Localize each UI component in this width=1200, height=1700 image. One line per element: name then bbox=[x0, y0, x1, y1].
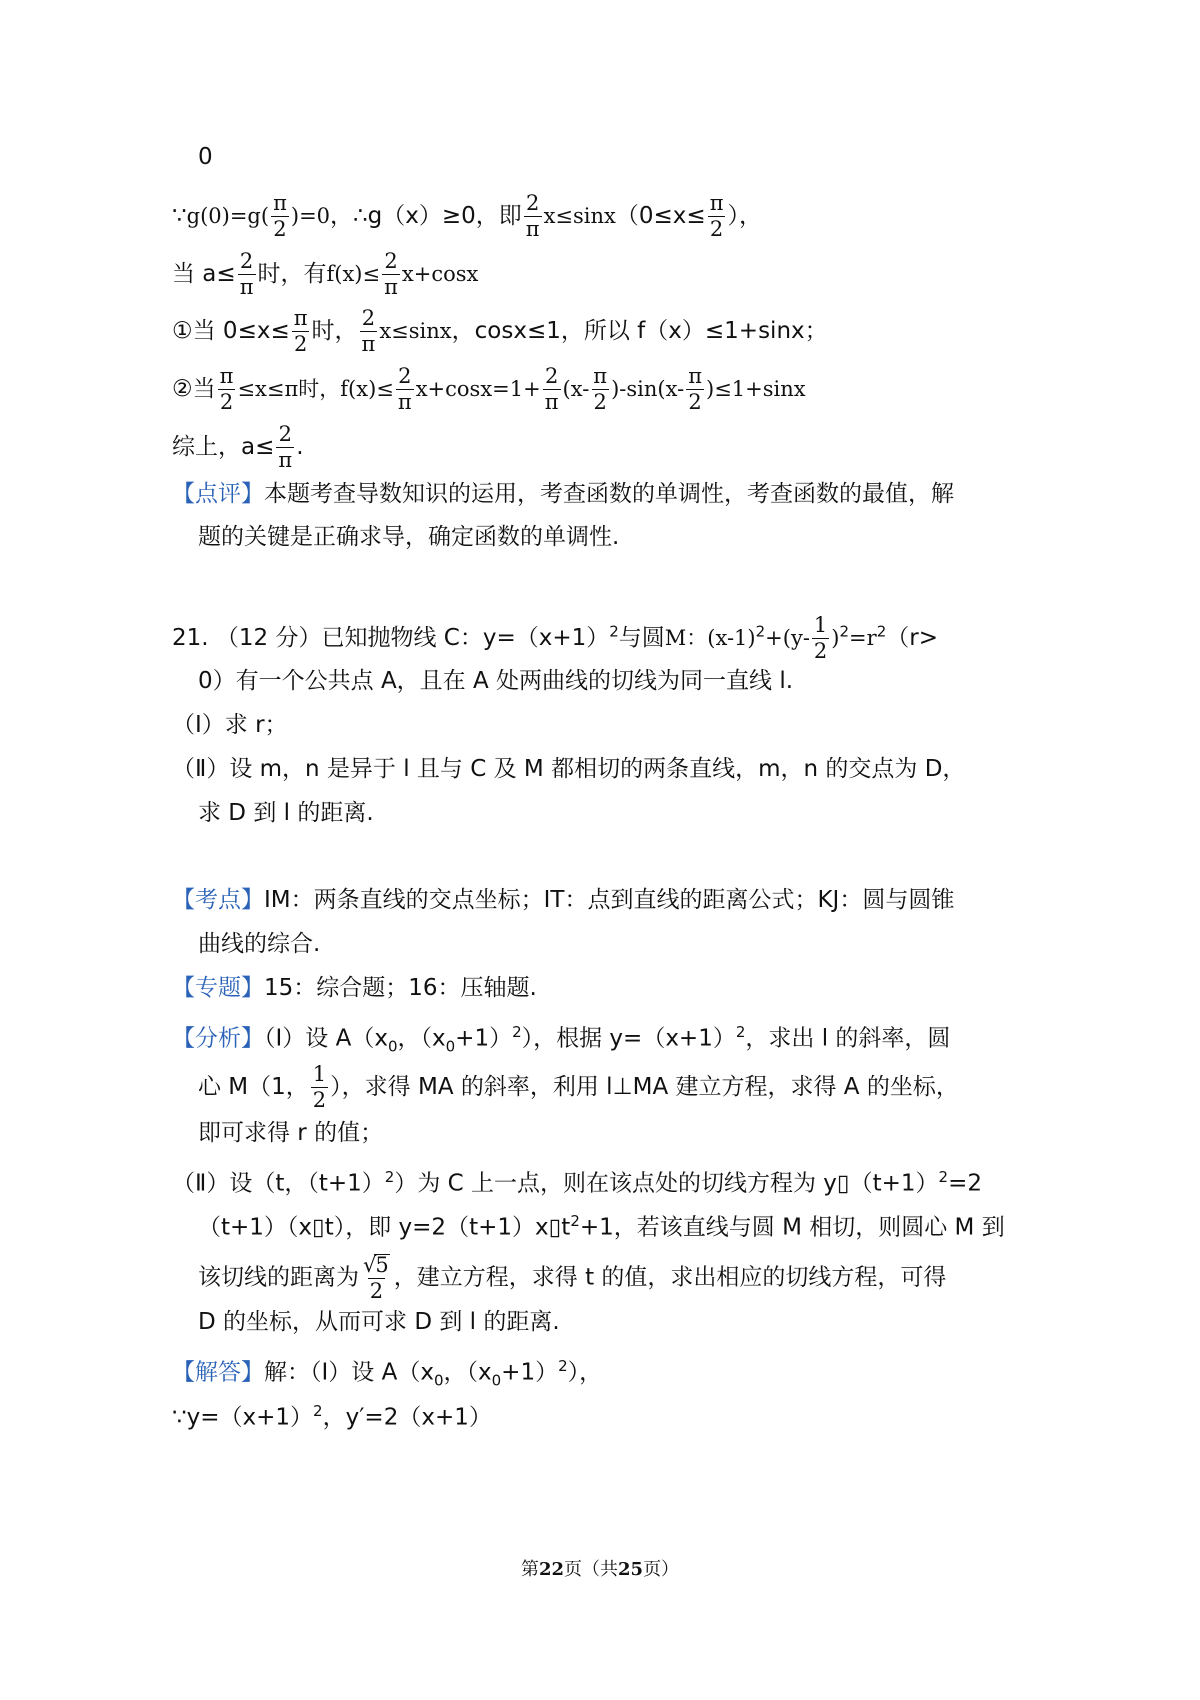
math: x≤sinx bbox=[543, 204, 616, 228]
text: ，（x bbox=[443, 1359, 492, 1386]
fraction: $\frac{2}{\pi}$ bbox=[397, 364, 412, 414]
text: （Ⅰ）设 A（x bbox=[264, 1025, 388, 1052]
math: x+cosx bbox=[401, 262, 479, 286]
math: =r bbox=[849, 626, 877, 650]
fenxi-line-5: （t+1）（x▯t），即 $y=2(t+1)x▯t^2+1$，若该直线与圆 M 相切，则圆心 M 到 bbox=[198, 1212, 1005, 1241]
text: +1，若该直线与圆 M 相切，则圆心 M 到 bbox=[579, 1214, 1005, 1241]
line-0 bbox=[198, 142, 213, 172]
comment-line-1 bbox=[172, 479, 954, 509]
text: ）为 C 上一点，则在该点处的切线方程为 y bbox=[394, 1170, 837, 1197]
fraction: $\frac{\pi}{2}$ bbox=[219, 364, 234, 414]
jieda-line-2: $\because y=(x+1)^2$，y′=2（x+1） bbox=[172, 1402, 492, 1431]
page-total: 25 bbox=[618, 1559, 644, 1580]
text: （Ⅱ）设（t，（t+1） bbox=[172, 1170, 385, 1197]
comment-line-2 bbox=[198, 522, 619, 552]
text: 解：（Ⅰ）设 A（x bbox=[264, 1359, 434, 1386]
text: ），根据 y=（x+1） bbox=[521, 1025, 736, 1052]
text: （t+1） bbox=[849, 1170, 939, 1197]
fraction: $\frac{\pi}{2}$ bbox=[293, 306, 308, 356]
fenxi-line-4: （Ⅱ）设（t，$(t+1)^2$）为 C 上一点，则在该点处的切线方程为 $y▯(t+1)^2=2$ bbox=[172, 1168, 982, 1197]
missing-glyph-icon: ▯ bbox=[836, 1170, 850, 1197]
fraction: $\frac{2}{\pi}$ bbox=[525, 191, 540, 241]
jieda-tag: 【解答】 bbox=[172, 1359, 264, 1386]
math: +(y- bbox=[765, 626, 810, 650]
text: ，cosx≤1，所以 f（x）≤1+sinx； bbox=[451, 318, 828, 344]
line-2 bbox=[172, 251, 478, 298]
fenxi-tag: 【分析】 bbox=[172, 1025, 264, 1052]
text: 综上，a≤ bbox=[172, 434, 275, 460]
text: ∵ bbox=[172, 203, 187, 229]
math: ) bbox=[831, 626, 840, 650]
text: 即可求得 r 的值； bbox=[198, 1120, 384, 1146]
text: （t+1）（x bbox=[198, 1214, 313, 1241]
fraction: $\frac{1}{2}$ bbox=[813, 613, 828, 663]
text: ，（x bbox=[397, 1025, 446, 1052]
q21-line-2 bbox=[198, 666, 793, 696]
fraction: $\frac{\pi}{2}$ bbox=[688, 364, 702, 414]
fraction: $\frac{2}{\pi}$ bbox=[278, 422, 293, 472]
text: 0 bbox=[198, 144, 213, 170]
text: 曲线的综合. bbox=[198, 931, 321, 957]
text: 21. （12 分）已知抛物线 C：y=（x+1） bbox=[172, 625, 610, 651]
fraction: $\frac{\pi}{2}$ bbox=[709, 191, 724, 241]
q21-part-1 bbox=[172, 710, 288, 740]
text: 当 a≤ bbox=[172, 261, 236, 287]
jieda-line-1: 【解答】解：（Ⅰ）设 $A(x_0$，$(x_0+1)^2$）， bbox=[172, 1357, 603, 1390]
kaodian-line-1 bbox=[172, 885, 954, 915]
line-5 bbox=[172, 424, 304, 471]
text: =2 bbox=[948, 1170, 982, 1197]
fraction: $\frac{\pi}{2}$ bbox=[273, 191, 287, 241]
line-4 bbox=[172, 366, 806, 413]
math: (x- bbox=[562, 377, 590, 401]
text: ，求出 l 的斜率，圆 bbox=[745, 1025, 951, 1052]
text: +1） bbox=[455, 1025, 513, 1052]
math: )-sin(x- bbox=[611, 377, 685, 401]
kaodian-tag: 【考点】 bbox=[172, 887, 264, 913]
fraction: $\frac{1}{2}$ bbox=[312, 1062, 327, 1112]
page-footer bbox=[0, 1555, 1200, 1581]
missing-glyph-icon: ▯ bbox=[312, 1214, 325, 1241]
fenxi-line-3 bbox=[198, 1118, 383, 1148]
footer-prefix: 第 bbox=[520, 1559, 539, 1580]
fenxi-line-6 bbox=[198, 1254, 946, 1302]
text: t），即 y=2（t+1）x bbox=[324, 1214, 549, 1241]
text: 心 M（1， bbox=[198, 1074, 309, 1100]
comment-tag: 【点评】 bbox=[172, 481, 264, 507]
math: g(0)=g( bbox=[186, 204, 270, 228]
text: （0≤x≤ bbox=[615, 203, 706, 229]
text: ，建立方程，求得 t 的值，求出相应的切线方程，可得 bbox=[393, 1264, 947, 1291]
q21-line-1: 21. （12 分）已知抛物线 C：$y=(x+1)^2$与圆M：$(x-1)^2+(y-$ $\frac{1}{2}$ )$^2=r^2(r>$ bbox=[172, 613, 938, 663]
math: x≤sinx bbox=[379, 319, 452, 343]
fraction: $\frac{2}{\pi}$ bbox=[239, 249, 254, 299]
text: IM：两条直线的交点坐标；IT：点到直线的距离公式；KJ：圆与圆锥 bbox=[264, 887, 955, 913]
text: ，∴g（x）≥0，即 bbox=[330, 203, 522, 229]
text: ②当 bbox=[172, 376, 216, 402]
fenxi-line-2 bbox=[198, 1064, 959, 1111]
text: ∵y=（x+1） bbox=[172, 1404, 314, 1431]
text: 求 D 到 l 的距离. bbox=[198, 800, 374, 826]
text: ），求得 MA 的斜率，利用 l⊥MA 建立方程，求得 A 的坐标， bbox=[330, 1074, 959, 1100]
fenxi-line-1: 【分析】（Ⅰ）设 $A(x_0$，$(x_0+1)^2$），根据 $y=(x+1)^2$，求出 l 的斜率，圆 bbox=[172, 1023, 951, 1056]
text: （r> bbox=[886, 625, 938, 651]
text: 0）有一个公共点 A，且在 A 处两曲线的切线为同一直线 l. bbox=[198, 668, 794, 694]
fraction: $\frac{2}{\pi}$ bbox=[544, 364, 559, 414]
text: 题的关键是正确求导，确定函数的单调性. bbox=[198, 524, 620, 550]
text: 时，有 bbox=[257, 261, 327, 287]
kaodian-line-2 bbox=[198, 929, 320, 959]
text: ）， bbox=[567, 1359, 603, 1386]
math: x+cosx=1+ bbox=[415, 377, 541, 401]
footer-mid: 页（共 bbox=[564, 1559, 618, 1580]
text: 与圆 bbox=[618, 625, 665, 651]
text: . bbox=[296, 434, 304, 460]
zhuanti-tag: 【专题】 bbox=[172, 975, 264, 1001]
fraction: $\frac{2}{\pi}$ bbox=[361, 306, 376, 356]
text: （Ⅰ）求 r； bbox=[172, 712, 288, 738]
line-1 bbox=[172, 193, 762, 240]
text: 时， bbox=[311, 318, 358, 344]
zhuanti-line bbox=[172, 973, 537, 1003]
math: ≤x≤π时， bbox=[237, 377, 341, 401]
q21-part-2-line-1 bbox=[172, 754, 965, 784]
text: ，y′=2（x+1） bbox=[322, 1404, 492, 1431]
text: 该切线的距离为 bbox=[198, 1264, 359, 1291]
text: 本题考查导数知识的运用，考查函数的单调性，考查函数的最值，解 bbox=[264, 481, 954, 507]
math: f(x)≤ bbox=[326, 262, 381, 286]
math: )≤1+sinx bbox=[706, 377, 806, 401]
footer-suffix: 页） bbox=[643, 1559, 680, 1580]
text: +1） bbox=[501, 1359, 559, 1386]
fenxi-line-7 bbox=[198, 1307, 560, 1337]
fraction: $\frac{2}{\pi}$ bbox=[384, 249, 398, 299]
math: )=0 bbox=[290, 204, 331, 228]
text: t bbox=[561, 1214, 571, 1241]
text: D 的坐标，从而可求 D 到 l 的距离. bbox=[198, 1309, 560, 1335]
text: （Ⅱ）设 m，n 是异于 l 且与 C 及 M 都相切的两条直线，m，n 的交点为 D， bbox=[172, 756, 966, 782]
text: ）， bbox=[727, 203, 763, 229]
q21-part-2-line-2 bbox=[198, 798, 374, 828]
text: 15：综合题；16：压轴题. bbox=[264, 975, 537, 1001]
math: M：(x-1) bbox=[664, 626, 756, 650]
math: f(x)≤ bbox=[340, 377, 394, 401]
line-3 bbox=[172, 308, 828, 355]
text: ①当 0≤x≤ bbox=[172, 318, 290, 344]
missing-glyph-icon: ▯ bbox=[548, 1214, 562, 1241]
page-number: 22 bbox=[538, 1559, 564, 1580]
fraction: $\frac{√5}{2}$ bbox=[363, 1253, 389, 1303]
fraction: $\frac{\pi}{2}$ bbox=[593, 364, 608, 414]
